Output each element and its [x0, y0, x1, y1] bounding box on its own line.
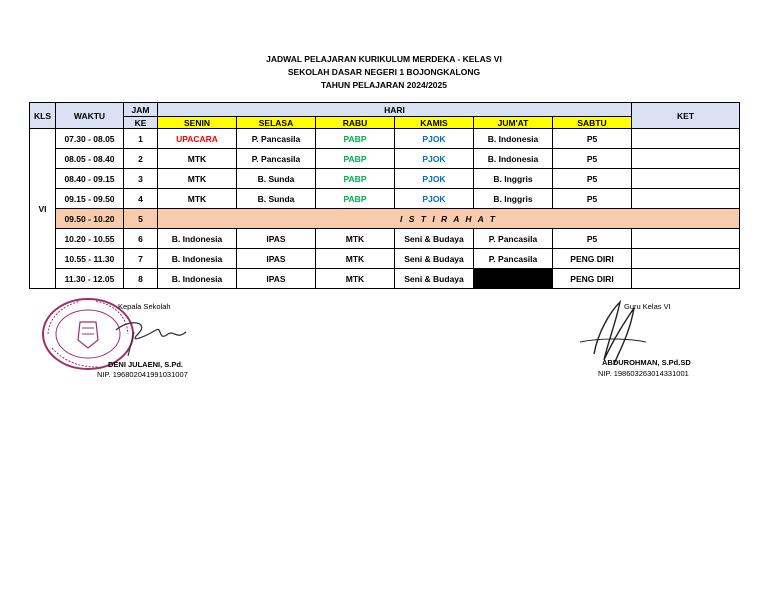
jam-cell: 6 — [124, 229, 158, 249]
ket-cell — [632, 169, 740, 189]
ket-cell — [632, 249, 740, 269]
rabu-cell: PABP — [316, 189, 395, 209]
sabtu-cell: P5 — [553, 149, 632, 169]
left-signature-name: DENI JULAENI, S.Pd. — [108, 360, 184, 369]
header-day-sabtu: SABTU — [553, 117, 632, 129]
kelas-cell: VI — [30, 129, 56, 289]
ket-cell — [632, 189, 740, 209]
sabtu-cell: P5 — [553, 189, 632, 209]
ket-cell — [632, 269, 740, 289]
rabu-cell: PABP — [316, 169, 395, 189]
right-signature-nip: NIP. 198603263014331001 — [598, 369, 689, 378]
rabu-cell: PABP — [316, 149, 395, 169]
table-row-break — [30, 209, 740, 229]
left-signature-nip: NIP. 196802041991031007 — [97, 370, 188, 379]
header-day-selasa: SELASA — [237, 117, 316, 129]
selasa-cell: P. Pancasila — [237, 129, 316, 149]
jumat-cell-blacked-out — [474, 269, 553, 289]
jumat-cell: B. Inggris — [474, 169, 553, 189]
waktu-cell: 11.30 - 12.05 — [56, 269, 124, 289]
kamis-cell: PJOK — [395, 169, 474, 189]
jam-cell: 5 — [124, 209, 158, 229]
jumat-cell: B. Indonesia — [474, 149, 553, 169]
senin-cell: MTK — [158, 189, 237, 209]
rabu-cell: MTK — [316, 269, 395, 289]
kamis-cell: PJOK — [395, 189, 474, 209]
rabu-cell: PABP — [316, 129, 395, 149]
jam-cell: 7 — [124, 249, 158, 269]
jam-cell: 3 — [124, 169, 158, 189]
schedule-table — [29, 102, 740, 289]
document-title — [0, 53, 768, 92]
selasa-cell: IPAS — [237, 229, 316, 249]
ket-cell — [632, 129, 740, 149]
selasa-cell: IPAS — [237, 249, 316, 269]
header-day-jumat: JUM'AT — [474, 117, 553, 129]
jam-cell: 4 — [124, 189, 158, 209]
senin-cell: B. Indonesia — [158, 269, 237, 289]
sabtu-cell: PENG DIRI — [553, 269, 632, 289]
jumat-cell: P. Pancasila — [474, 229, 553, 249]
title-line-1: JADWAL PELAJARAN KURIKULUM MERDEKA - KELAS VI — [266, 54, 502, 64]
sabtu-cell: P5 — [553, 169, 632, 189]
table-row — [30, 149, 740, 169]
senin-cell: B. Indonesia — [158, 229, 237, 249]
senin-cell: B. Indonesia — [158, 249, 237, 269]
jam-cell: 8 — [124, 269, 158, 289]
header-day-rabu: RABU — [316, 117, 395, 129]
header-hari: HARI — [158, 103, 632, 117]
waktu-cell: 10.20 - 10.55 — [56, 229, 124, 249]
senin-cell: MTK — [158, 149, 237, 169]
kamis-cell: Seni & Budaya — [395, 249, 474, 269]
table-row — [30, 249, 740, 269]
ket-cell — [632, 229, 740, 249]
selasa-cell: B. Sunda — [237, 169, 316, 189]
table-row — [30, 169, 740, 189]
header-kls: KLS — [30, 103, 56, 129]
left-signature-role: Kepala Sekolah — [118, 302, 171, 311]
header-day-kamis: KAMIS — [395, 117, 474, 129]
header-ket: KET — [632, 103, 740, 129]
right-signature-name: ABDUROHMAN, S.Pd.SD — [602, 358, 691, 367]
waktu-cell: 08.05 - 08.40 — [56, 149, 124, 169]
kamis-cell: Seni & Budaya — [395, 269, 474, 289]
table-row — [30, 189, 740, 209]
title-line-3: TAHUN PELAJARAN 2024/2025 — [321, 80, 447, 90]
principal-signature-icon — [88, 312, 198, 358]
selasa-cell: B. Sunda — [237, 189, 316, 209]
waktu-cell: 09.50 - 10.20 — [56, 209, 124, 229]
jumat-cell: B. Indonesia — [474, 129, 553, 149]
header-ke: KE — [124, 117, 158, 129]
table-row — [30, 229, 740, 249]
senin-cell: UPACARA — [158, 129, 237, 149]
kamis-cell: Seni & Budaya — [395, 229, 474, 249]
jumat-cell: P. Pancasila — [474, 249, 553, 269]
sabtu-cell: P5 — [553, 229, 632, 249]
title-line-2: SEKOLAH DASAR NEGERI 1 BOJONGKALONG — [287, 67, 481, 77]
kamis-cell: PJOK — [395, 129, 474, 149]
rabu-cell: MTK — [316, 249, 395, 269]
header-day-senin: SENIN — [158, 117, 237, 129]
senin-cell: MTK — [158, 169, 237, 189]
waktu-cell: 08.40 - 09.15 — [56, 169, 124, 189]
jam-cell: 2 — [124, 149, 158, 169]
sabtu-cell: PENG DIRI — [553, 249, 632, 269]
rabu-cell: MTK — [316, 229, 395, 249]
header-jam: JAM — [124, 103, 158, 117]
sabtu-cell: P5 — [553, 129, 632, 149]
right-signature-role: Guru Kelas VI — [624, 302, 671, 311]
waktu-cell: 10.55 - 11.30 — [56, 249, 124, 269]
table-row — [30, 129, 740, 149]
header-waktu: WAKTU — [56, 103, 124, 129]
selasa-cell: IPAS — [237, 269, 316, 289]
table-row — [30, 269, 740, 289]
selasa-cell: P. Pancasila — [237, 149, 316, 169]
jam-cell: 1 — [124, 129, 158, 149]
waktu-cell: 07.30 - 08.05 — [56, 129, 124, 149]
waktu-cell: 09.15 - 09.50 — [56, 189, 124, 209]
jumat-cell: B. Inggris — [474, 189, 553, 209]
ket-cell — [632, 149, 740, 169]
istirahat-cell: I S T I R A H A T — [158, 209, 740, 229]
kamis-cell: PJOK — [395, 149, 474, 169]
